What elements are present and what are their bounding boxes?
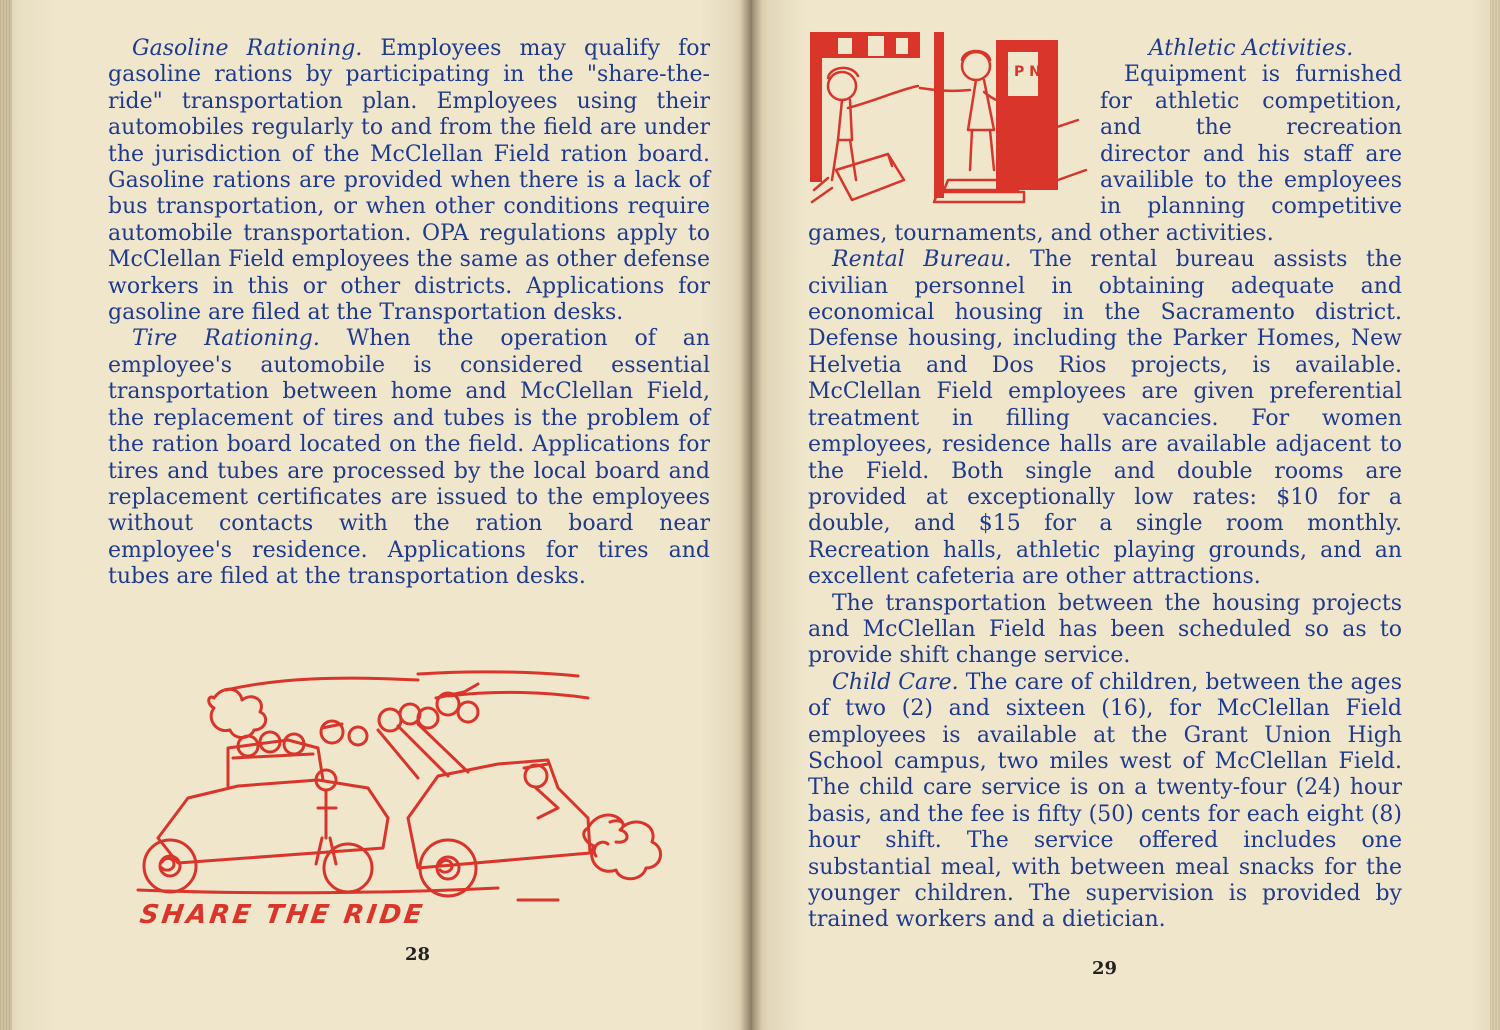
tire-rationing-heading: Tire Rationing.: [132, 326, 320, 352]
page-edges-right: [1490, 0, 1500, 1030]
gasoline-rationing-body: Employees may qualify for gasoline rations by participating in the "share-the-ride" transportation plan. Employees using their automobiles regularly to and from the field are under the jurisdiction of the McClellan Field ration board. Gasoline rations are provided when there is a lack of bus transportation, or when other conditions require automobile transportation. OPA regulations apply to McClellan Field employees the same as other defense workers in this or other districts. Applications for gasoline are filed at the Transportation desks.: [108, 36, 710, 326]
tire-rationing-body: When the operation of an employee's automobile is considered essential transportation between home and McClellan Field, the replacement of tires and tubes is the problem of the ration board located on the field. Applications for tires and tubes are processed by the local board and replacement certificates are issued to the employees without contacts with the ration board near employee's residence. Applications for tires and tubes are filed at the transportation desks.: [108, 326, 710, 590]
rental-bureau-heading: Rental Bureau.: [832, 247, 1012, 273]
page-edges-left: [0, 0, 12, 1030]
child-care-heading: Child Care.: [832, 669, 959, 695]
right-page-text: [808, 36, 1402, 934]
page-number-left: 28: [405, 944, 431, 965]
athletic-activities-illustration: [808, 30, 1090, 212]
rental-bureau-paragraph: [808, 247, 1402, 590]
share-the-ride-caption: SHARE THE RIDE: [137, 900, 427, 930]
tire-rationing-paragraph: [108, 326, 710, 590]
book-gutter: [740, 0, 762, 1030]
athletic-activities-heading: Athletic Activities.: [1148, 36, 1354, 61]
child-care-paragraph: [808, 670, 1402, 934]
share-the-ride-illustration: [118, 668, 678, 938]
gasoline-rationing-heading: Gasoline Rationing.: [132, 36, 363, 61]
transportation-paragraph: [808, 591, 1402, 670]
gasoline-rationing-paragraph: [108, 36, 710, 326]
rental-bureau-body: The rental bureau assists the civilian personnel in obtaining adequate and economical housing in the Sacramento district. Defense housing, including the Parker Homes, New Helvetia and Dos Rios projects, is available. McClellan Field employees are given preferential treatment in filling vacancies. For women employees, residence halls are available adjacent to the Field. Both single and double rooms are provided at exceptionally low rates: $10 for a double, and $15 for a single room monthly. Recreation halls, athletic playing grounds, and an excellent cafeteria are other attractions.: [808, 247, 1402, 590]
door-sign: P N: [1014, 64, 1041, 80]
transportation-body: The transportation between the housing projects and McClellan Field has been scheduled so as to provide shift change service.: [808, 590, 1402, 669]
left-page-text: [108, 36, 710, 591]
page-number-right: 29: [1092, 958, 1118, 979]
athletic-activities-body: Equipment is furnished for athletic competition, and the recreation director and his staff are availible to the employees in planning competitive games, tournaments, and other activities.: [808, 62, 1402, 246]
child-care-body: The care of children, between the ages of two (2) and sixteen (16), for McClellan Field employees is available at the Grant Union High School campus, two miles west of McClellan Field. The child care service is on a twenty-four (24) hour basis, and the fee is fifty (50) cents for each eight (8) hour shift. The service offered includes one substantial meal, with between meal snacks for the younger children. The supervision is provided by trained workers and a dietician.: [808, 669, 1402, 933]
